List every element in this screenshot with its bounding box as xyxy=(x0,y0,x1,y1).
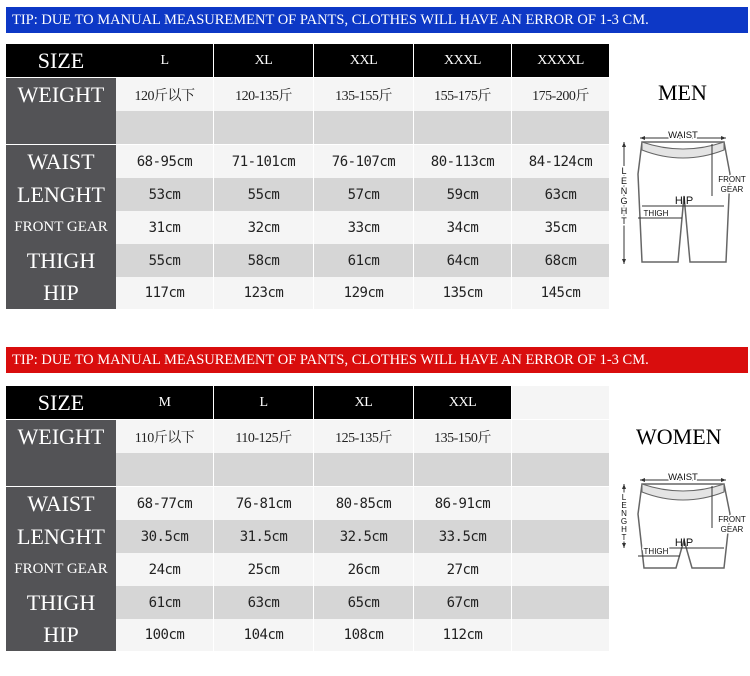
men-cell-weight-5: 175-200斤 xyxy=(512,78,609,111)
men-cell-thigh-4: 64cm xyxy=(414,244,511,277)
men-cell-blank-1 xyxy=(116,111,213,144)
women-cell-size-1: M xyxy=(116,386,213,419)
men-cell-length-2: 55cm xyxy=(214,178,313,211)
women-cell-blank-4 xyxy=(414,453,511,486)
men-row-waist xyxy=(6,145,610,178)
men-cell-front-gear-4: 34cm xyxy=(414,211,511,244)
women-row-front-gear xyxy=(6,553,610,586)
women-cell-waist-1: 68-77cm xyxy=(116,487,213,520)
women-cell-length-2: 31.5cm xyxy=(214,520,313,553)
men-cell-thigh-3: 61cm xyxy=(314,244,413,277)
men-cell-size-1: L xyxy=(116,44,213,77)
women-cell-hip-4: 112cm xyxy=(414,619,511,651)
svg-text:GEAR: GEAR xyxy=(720,185,744,194)
svg-text:GEAR: GEAR xyxy=(720,525,744,534)
women-row-thigh xyxy=(6,586,610,619)
men-cell-front-gear-2: 32cm xyxy=(214,211,313,244)
svg-text:H: H xyxy=(621,525,627,534)
men-cell-thigh-2: 58cm xyxy=(214,244,313,277)
women-row-waist xyxy=(6,487,610,520)
women-label-blank xyxy=(6,453,116,486)
women-cell-length-3: 32.5cm xyxy=(314,520,413,553)
women-cell-blank-3 xyxy=(314,453,413,486)
women-cell-waist-5 xyxy=(512,487,609,520)
men-cell-weight-2: 120-135斤 xyxy=(214,78,313,111)
svg-text:G: G xyxy=(620,196,628,206)
men-cell-hip-5: 145cm xyxy=(512,277,609,309)
svg-text:T: T xyxy=(621,216,627,226)
women-cell-length-5 xyxy=(512,520,609,553)
women-label-waist: WAIST xyxy=(6,487,116,520)
svg-text:H: H xyxy=(620,206,628,216)
women-cell-size-4: XXL xyxy=(414,386,511,419)
svg-text:G: G xyxy=(620,517,628,526)
svg-text:T: T xyxy=(621,533,627,542)
women-cell-length-1: 30.5cm xyxy=(116,520,213,553)
men-cell-blank-3 xyxy=(314,111,413,144)
women-row-blank xyxy=(6,453,610,486)
svg-text:N: N xyxy=(621,509,627,518)
men-row-size xyxy=(6,44,610,77)
men-title: MEN xyxy=(658,80,707,105)
men-waist-text: WAIST xyxy=(668,130,698,141)
men-row-front-gear xyxy=(6,211,610,244)
women-cell-blank-2 xyxy=(214,453,313,486)
women-label-length: LENGHT xyxy=(6,520,116,553)
men-cell-thigh-5: 68cm xyxy=(512,244,609,277)
men-label-front-gear: FRONT GEAR xyxy=(6,211,116,244)
men-row-thigh xyxy=(6,244,610,277)
men-label-hip: HIP xyxy=(6,277,116,309)
men-cell-size-3: XXL xyxy=(314,44,413,77)
women-row-hip xyxy=(6,619,610,651)
women-label-thigh: THIGH xyxy=(6,586,116,619)
svg-text:N: N xyxy=(620,186,628,196)
men-cell-thigh-1: 55cm xyxy=(116,244,213,277)
women-cell-blank-1 xyxy=(116,453,213,486)
women-cell-weight-1: 110斤以下 xyxy=(116,420,213,453)
women-cell-waist-3: 80-85cm xyxy=(314,487,413,520)
women-front-text: FRONT xyxy=(718,515,746,524)
men-pants-diagram xyxy=(612,126,748,281)
women-cell-thigh-1: 61cm xyxy=(116,586,213,619)
women-pants-diagram xyxy=(612,468,748,593)
men-cell-hip-2: 123cm xyxy=(214,277,313,309)
women-tip-banner: TIP: DUE TO MANUAL MEASUREMENT OF PANTS, CLOTHES WILL HAVE AN ERROR OF 1-3 CM. xyxy=(6,347,748,373)
women-cell-front-gear-4: 27cm xyxy=(414,553,511,586)
men-cell-waist-2: 71-101cm xyxy=(214,145,313,178)
women-cell-thigh-2: 63cm xyxy=(214,586,313,619)
men-row-length xyxy=(6,178,610,211)
men-front-text: FRONT xyxy=(718,175,746,184)
women-label-size: SIZE xyxy=(6,386,116,419)
men-cell-hip-4: 135cm xyxy=(414,277,511,309)
women-cell-weight-4: 135-150斤 xyxy=(414,420,511,453)
men-thigh-text: THIGH xyxy=(643,209,669,218)
men-cell-hip-3: 129cm xyxy=(314,277,413,309)
women-cell-size-5 xyxy=(512,386,609,419)
men-cell-weight-3: 135-155斤 xyxy=(314,78,413,111)
svg-text:L: L xyxy=(621,166,627,176)
men-cell-size-5: XXXXL xyxy=(512,44,609,77)
women-thigh-text: THIGH xyxy=(643,547,669,556)
men-cell-blank-4 xyxy=(414,111,511,144)
men-cell-weight-4: 155-175斤 xyxy=(414,78,511,111)
men-cell-blank-5 xyxy=(512,111,609,144)
women-cell-hip-1: 100cm xyxy=(116,619,213,651)
women-cell-blank-5 xyxy=(512,453,609,486)
men-cell-front-gear-1: 31cm xyxy=(116,211,213,244)
men-cell-waist-4: 80-113cm xyxy=(414,145,511,178)
men-label-thigh: THIGH xyxy=(6,244,116,277)
women-row-length xyxy=(6,520,610,553)
men-cell-length-4: 59cm xyxy=(414,178,511,211)
men-row-weight xyxy=(6,78,610,111)
men-cell-weight-1: 120斤以下 xyxy=(116,78,213,111)
men-cell-front-gear-5: 35cm xyxy=(512,211,609,244)
women-cell-waist-2: 76-81cm xyxy=(214,487,313,520)
women-waist-text: WAIST xyxy=(668,472,698,483)
women-label-front-gear: FRONT GEAR xyxy=(6,553,116,586)
svg-text:L: L xyxy=(621,493,627,502)
svg-text:E: E xyxy=(621,501,627,510)
women-cell-size-2: L xyxy=(214,386,313,419)
women-cell-front-gear-5 xyxy=(512,553,609,586)
women-cell-weight-2: 110-125斤 xyxy=(214,420,313,453)
women-cell-size-3: XL xyxy=(314,386,413,419)
women-cell-hip-2: 104cm xyxy=(214,619,313,651)
men-cell-blank-2 xyxy=(214,111,313,144)
men-cell-front-gear-3: 33cm xyxy=(314,211,413,244)
women-title: WOMEN xyxy=(636,424,722,449)
men-label-length: LENGHT xyxy=(6,178,116,211)
women-cell-hip-3: 108cm xyxy=(314,619,413,651)
men-label-waist: WAIST xyxy=(6,145,116,178)
women-cell-thigh-3: 65cm xyxy=(314,586,413,619)
men-cell-size-4: XXXL xyxy=(414,44,511,77)
men-cell-size-2: XL xyxy=(214,44,313,77)
men-tip-banner: TIP: DUE TO MANUAL MEASUREMENT OF PANTS, CLOTHES WILL HAVE AN ERROR OF 1-3 CM. xyxy=(6,7,748,33)
women-cell-front-gear-1: 24cm xyxy=(116,553,213,586)
men-cell-waist-1: 68-95cm xyxy=(116,145,213,178)
women-cell-front-gear-2: 25cm xyxy=(214,553,313,586)
men-cell-length-5: 63cm xyxy=(512,178,609,211)
women-cell-weight-3: 125-135斤 xyxy=(314,420,413,453)
women-label-weight: WEIGHT xyxy=(6,420,116,453)
men-row-blank xyxy=(6,111,610,144)
svg-text:E: E xyxy=(620,176,628,186)
men-cell-length-3: 57cm xyxy=(314,178,413,211)
men-cell-waist-3: 76-107cm xyxy=(314,145,413,178)
men-cell-length-1: 53cm xyxy=(116,178,213,211)
women-cell-thigh-5 xyxy=(512,586,609,619)
men-label-size: SIZE xyxy=(6,44,116,77)
women-label-hip: HIP xyxy=(6,619,116,651)
men-cell-hip-1: 117cm xyxy=(116,277,213,309)
men-hip-text: HIP xyxy=(674,195,694,207)
men-label-blank xyxy=(6,111,116,144)
men-cell-waist-5: 84-124cm xyxy=(512,145,609,178)
women-cell-thigh-4: 67cm xyxy=(414,586,511,619)
women-cell-front-gear-3: 26cm xyxy=(314,553,413,586)
women-cell-weight-5 xyxy=(512,420,609,453)
women-hip-text: HIP xyxy=(674,537,694,549)
women-cell-hip-5 xyxy=(512,619,609,651)
women-cell-length-4: 33.5cm xyxy=(414,520,511,553)
men-row-hip xyxy=(6,277,610,309)
men-label-weight: WEIGHT xyxy=(6,78,116,111)
women-row-size xyxy=(6,386,610,419)
women-row-weight xyxy=(6,420,610,453)
women-cell-waist-4: 86-91cm xyxy=(414,487,511,520)
